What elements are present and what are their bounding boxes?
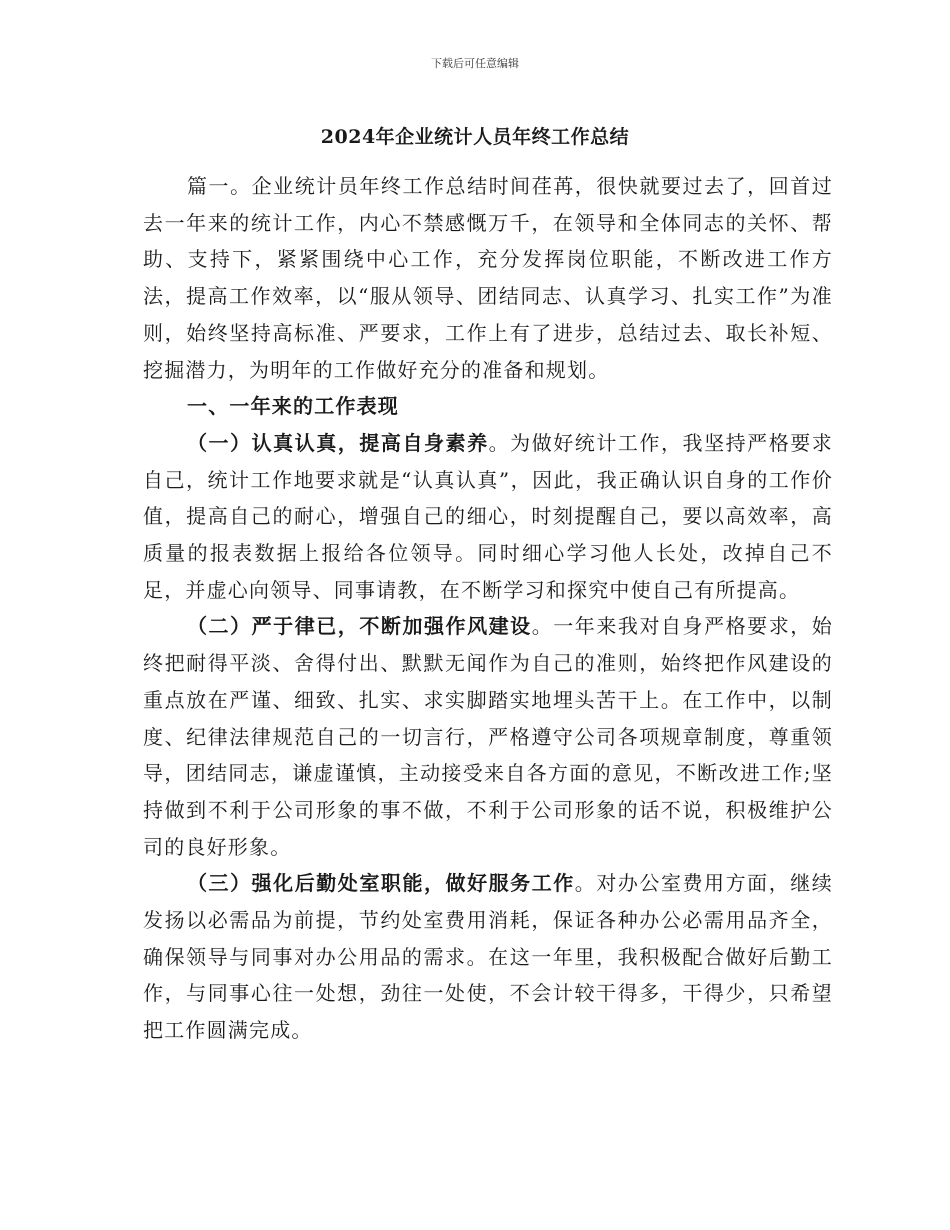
item-text-2: 。一年来我对自身严格要求，始终把耐得平淡、舍得付出、默默无闻作为自己的准则，始终把作风建设的重点放在严谨、细致、扎实、求实脚踏实地埋头苦干上。在工作中，以制度、纪律法律规范自己的一切言行，严格遵守公司各项规章制度，尊重领导，团结同志，谦虚谨慎，主动接受来自各方面的意见，不断改进工作;坚持做到不利于公司形象的事不做，不利于公司形象的话不说，积极维护公司的良好形象。	[143, 614, 833, 859]
item-paragraph-3	[143, 865, 833, 1049]
item-paragraph-1	[143, 425, 833, 609]
item-lead-2: （二）严于律已，不断加强作风建设	[187, 614, 532, 639]
item-text-3: 。对办公室费用方面，继续发扬以必需品为前提，节约处室费用消耗，保证各种办公必需用品齐全，确保领导与同事对办公用品的需求。在这一年里，我积极配合做好后勤工作，与同事心往一处想，劲往一处使，不会计较干得多，干得少，只希望把工作圆满完成。	[143, 871, 833, 1043]
item-paragraph-2	[143, 608, 833, 865]
document-title: 2024年企业统计人员年终工作总结	[320, 126, 630, 148]
item-text-1: 。为做好统计工作，我坚持严格要求自己，统计工作地要求就是“认真认真”，因此，我正确认识自身的工作价值，提高自己的耐心，增强自己的细心，时刻提醒自己，要以高效率，高质量的报表数据上报给各位领导。同时细心学习他人长处，改掉自己不足，并虚心向领导、同事请教，在不断学习和探究中使自己有所提高。	[143, 430, 833, 602]
document-body	[143, 168, 833, 1049]
item-lead-3: （三）强化后勤处室职能，做好服务工作	[187, 871, 575, 896]
section-heading: 一、一年来的工作表现	[187, 394, 399, 419]
header-note: 下载后可任意编辑	[431, 57, 519, 70]
item-lead-1: （一）认真认真，提高自身素养	[187, 430, 489, 455]
intro-paragraph: 篇一。企业统计员年终工作总结时间荏苒，很快就要过去了，回首过去一年来的统计工作，内心不禁感慨万千，在领导和全体同志的关怀、帮助、支持下，紧紧围绕中心工作，充分发挥岗位职能，不断改进工作方法，提高工作效率，以“服从领导、团结同志、认真学习、扎实工作”为准则，始终坚持高标准、严要求，工作上有了进步，总结过去、取长补短、挖掘潜力，为明年的工作做好充分的准备和规划。	[143, 174, 833, 382]
